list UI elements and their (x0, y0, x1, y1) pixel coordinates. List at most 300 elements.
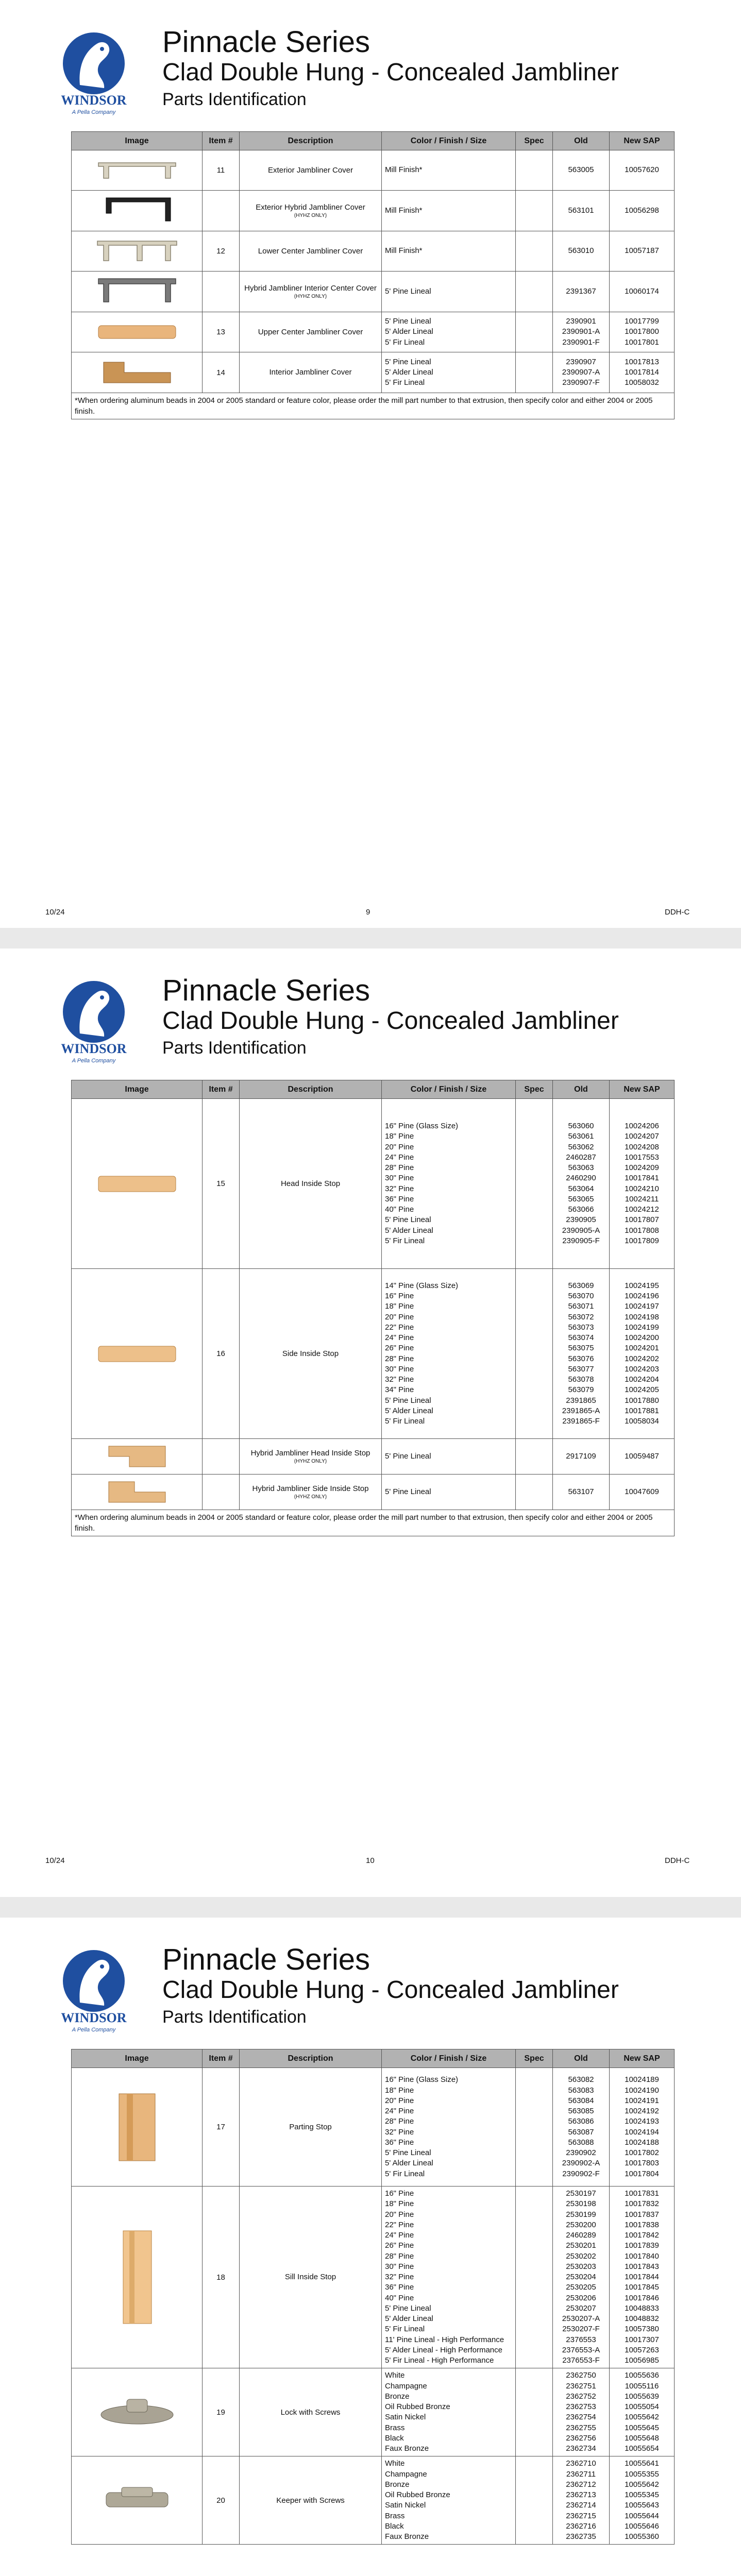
sap-number-line: 10024206 (625, 1122, 659, 1130)
column-header: Item # (203, 2049, 240, 2068)
old-part-number (553, 1475, 610, 1510)
color-line: 16" Pine (Glass Size) (385, 1122, 459, 1130)
old-number-line: 563063 (568, 1163, 594, 1172)
old-number-line: 2391865 (566, 1396, 596, 1405)
color-line: 11' Pine Lineal - High Performance (385, 2335, 504, 2344)
sap-number-line: 10017840 (625, 2251, 659, 2261)
table-row (72, 2368, 675, 2456)
column-header: Image (72, 2049, 203, 2068)
color-line: 18" Pine (385, 2086, 414, 2095)
color-line: 5' Alder Lineal (385, 2159, 433, 2168)
new-sap-number (610, 191, 675, 231)
old-number-line: 563061 (568, 1132, 594, 1141)
sap-number-line: 10024204 (625, 1375, 659, 1384)
sap-number-line: 10055355 (625, 2469, 659, 2479)
color-line: 5' Pine Lineal (385, 1487, 431, 1496)
column-header: New SAP (610, 132, 675, 150)
sap-number-line: 10024203 (625, 1364, 659, 1374)
sap-number-line: 10017880 (625, 1396, 659, 1405)
new-sap-number (610, 231, 675, 272)
old-part-number (553, 272, 610, 312)
footer-date: 10/24 (45, 1856, 65, 1865)
description-text: Hybrid Jambliner Interior Center Cover (244, 283, 377, 293)
table-row (72, 2068, 675, 2187)
sap-number-line: 10057380 (625, 2325, 659, 2334)
sap-number-line: 10024205 (625, 1385, 659, 1395)
color-finish-size (382, 1269, 516, 1439)
color-line: 5' Alder Lineal (385, 1226, 433, 1235)
sap-number-line: 10017803 (625, 2159, 659, 2168)
color-line: 36" Pine (385, 2283, 414, 2292)
sap-number-line: 10024192 (625, 2107, 659, 2115)
sap-number-line: 10055643 (625, 2501, 659, 2510)
color-line: 24" Pine (385, 2107, 414, 2115)
color-line: 40" Pine (385, 1205, 414, 1214)
part-image (72, 2456, 203, 2545)
sap-number-line: 10056298 (625, 206, 659, 215)
old-part-number (553, 1099, 610, 1269)
part-image (72, 1099, 203, 1269)
item-number (203, 1439, 240, 1475)
item-number (203, 191, 240, 231)
column-header: Image (72, 1080, 203, 1099)
old-number-line: 2530202 (566, 2251, 596, 2261)
old-number-line: 563082 (568, 2075, 594, 2084)
old-number-line: 563084 (568, 2096, 594, 2105)
product-title: Clad Double Hung - Concealed Jambliner (162, 1976, 619, 2004)
color-line: 28" Pine (385, 1163, 414, 1172)
column-header: Spec (516, 1080, 553, 1099)
color-line: 20" Pine (385, 2096, 414, 2105)
sap-number-line: 10058034 (625, 1417, 659, 1426)
old-number-line: 563072 (568, 1312, 594, 1321)
old-number-line: 2390907-F (562, 378, 600, 387)
old-number-line: 563073 (568, 1323, 594, 1332)
color-line: 5' Fir Lineal (385, 1236, 425, 1245)
sap-number-line: 10055645 (625, 2423, 659, 2432)
sap-number-line: 10059487 (625, 1451, 659, 1461)
table-header-row (72, 1080, 675, 1099)
old-part-number (553, 2068, 610, 2187)
color-line: 18" Pine (385, 1302, 414, 1311)
item-number: 16 (203, 1269, 240, 1439)
sap-number-line: 10017832 (625, 2199, 659, 2209)
sap-number-line: 10055054 (625, 2402, 659, 2411)
old-number-line: 563074 (568, 1333, 594, 1342)
item-number: 18 (203, 2187, 240, 2368)
color-line: 20" Pine (385, 1312, 414, 1321)
table-row (72, 2187, 675, 2368)
windsor-logo (52, 28, 137, 117)
sap-number-line: 10017307 (625, 2335, 659, 2344)
color-line: 22" Pine (385, 2220, 414, 2229)
sap-number-line: 10055648 (625, 2433, 659, 2443)
color-line: 5' Alder Lineal (385, 2314, 433, 2323)
color-line: 20" Pine (385, 2210, 414, 2219)
section-title: Parts Identification (162, 2007, 307, 2027)
old-number-line: 563065 (568, 1194, 594, 1204)
catalog-page (0, 948, 741, 1876)
color-line: 5' Pine Lineal (385, 1215, 431, 1225)
old-number-line: 563010 (568, 246, 594, 256)
sap-number-line: 10024194 (625, 2127, 659, 2137)
sap-number-line: 10055642 (625, 2480, 659, 2489)
item-number: 15 (203, 1099, 240, 1269)
svg-text:WINDSOR: WINDSOR (61, 93, 127, 108)
windsor-logo (52, 1946, 137, 2035)
old-number-line: 2530207 (566, 2303, 596, 2313)
color-line: 26" Pine (385, 2241, 414, 2250)
color-finish-size (382, 191, 516, 231)
footer-code: DDH-C (665, 1856, 690, 1865)
sap-number-line: 10017800 (625, 327, 659, 336)
color-line: 30" Pine (385, 1364, 414, 1374)
color-finish-size (382, 1439, 516, 1475)
sap-number-line: 10024195 (625, 1281, 659, 1290)
sap-number-line: 10017844 (625, 2273, 659, 2281)
table-row (72, 1269, 675, 1439)
color-line: 22" Pine (385, 1323, 414, 1332)
color-line: 30" Pine (385, 2262, 414, 2271)
sap-number-line: 10057620 (625, 165, 659, 175)
spec (516, 231, 553, 272)
new-sap-number (610, 272, 675, 312)
sap-number-line: 10060174 (625, 286, 659, 296)
spec (516, 1475, 553, 1510)
item-number (203, 272, 240, 312)
color-finish-size (382, 272, 516, 312)
column-header: Image (72, 132, 203, 150)
old-number-line: 563077 (568, 1364, 594, 1374)
sap-number-line: 10057187 (625, 246, 659, 256)
color-line: 28" Pine (385, 2251, 414, 2261)
sap-number-line: 10017841 (625, 1174, 659, 1183)
part-description (240, 272, 382, 312)
old-number-line: 2530207-A (562, 2314, 600, 2323)
new-sap-number (610, 1475, 675, 1510)
old-number-line: 563060 (568, 1122, 594, 1130)
product-title: Clad Double Hung - Concealed Jambliner (162, 1007, 619, 1035)
color-line: 16" Pine (385, 1292, 414, 1300)
color-line: Mill Finish* (385, 165, 423, 175)
part-description (240, 1099, 382, 1269)
sap-number-line: 10017802 (625, 2148, 659, 2157)
color-finish-size (382, 150, 516, 191)
sap-number-line: 10055360 (625, 2532, 659, 2541)
old-number-line: 2362753 (566, 2402, 596, 2411)
spec (516, 1269, 553, 1439)
color-line: Brass (385, 2423, 405, 2432)
old-number-line: 2362752 (566, 2392, 596, 2401)
old-number-line: 2362735 (566, 2532, 596, 2541)
color-finish-size (382, 2187, 516, 2368)
part-image (72, 150, 203, 191)
svg-text:WINDSOR: WINDSOR (61, 1041, 127, 1056)
color-line: 5' Fir Lineal (385, 378, 425, 387)
table-row (72, 352, 675, 393)
part-description (240, 231, 382, 272)
color-line: 18" Pine (385, 1132, 414, 1141)
color-line: Black (385, 2521, 404, 2531)
color-finish-size (382, 2456, 516, 2545)
color-line: Satin Nickel (385, 2501, 426, 2510)
color-line: 5' Alder Lineal - High Performance (385, 2345, 502, 2354)
sap-number-line: 10024198 (625, 1312, 659, 1321)
color-line: 32" Pine (385, 2273, 414, 2281)
column-header: Spec (516, 132, 553, 150)
item-number: 13 (203, 312, 240, 352)
note-row (72, 1510, 675, 1536)
new-sap-number (610, 352, 675, 393)
old-number-line: 563070 (568, 1292, 594, 1300)
description-note: (HYHZ ONLY) (294, 1494, 327, 1500)
description-note: (HYHZ ONLY) (294, 213, 327, 219)
old-number-line: 2391367 (566, 286, 596, 296)
svg-text:A Pella Company: A Pella Company (72, 1058, 116, 1064)
new-sap-number (610, 1439, 675, 1475)
table-row (72, 150, 675, 191)
new-sap-number (610, 2456, 675, 2545)
color-line: White (385, 2459, 405, 2468)
sap-number-line: 10057263 (625, 2345, 659, 2354)
color-line: Mill Finish* (385, 246, 423, 256)
svg-text:A Pella Company: A Pella Company (72, 109, 116, 115)
color-line: Brass (385, 2511, 405, 2520)
sap-number-line: 10017881 (625, 1406, 659, 1415)
description-text: Head Inside Stop (280, 1179, 341, 1188)
color-line: Champagne (385, 2469, 427, 2479)
part-image (72, 191, 203, 231)
sap-number-line: 10017838 (625, 2220, 659, 2229)
table-row (72, 1475, 675, 1510)
windsor-logo (52, 977, 137, 1065)
old-number-line: 2530205 (566, 2283, 596, 2292)
footer-date: 10/24 (45, 908, 65, 917)
description-text: Hybrid Jambliner Side Inside Stop (252, 1484, 369, 1493)
item-number: 19 (203, 2368, 240, 2456)
spec (516, 2187, 553, 2368)
old-number-line: 2390901-F (562, 337, 600, 347)
old-number-line: 2530201 (566, 2241, 596, 2250)
part-image (72, 1269, 203, 1439)
spec (516, 352, 553, 393)
color-line: 5' Fir Lineal - High Performance (385, 2356, 494, 2365)
old-number-line: 2530204 (566, 2273, 596, 2281)
sap-number-line: 10048832 (625, 2314, 659, 2323)
color-line: 5' Pine Lineal (385, 2303, 431, 2313)
old-number-line: 2530200 (566, 2220, 596, 2229)
old-number-line: 2390907 (566, 357, 596, 366)
series-title: Pinnacle Series (162, 1943, 370, 1976)
old-number-line: 2390902 (566, 2148, 596, 2157)
sap-number-line: 10017831 (625, 2189, 659, 2198)
part-image (72, 272, 203, 312)
svg-text:A Pella Company: A Pella Company (72, 2027, 116, 2033)
old-number-line: 2362711 (566, 2469, 596, 2479)
color-line: 36" Pine (385, 1194, 414, 1204)
table-row (72, 2456, 675, 2545)
color-line: Mill Finish* (385, 206, 423, 215)
description-text: Parting Stop (289, 2122, 332, 2131)
description-text: Upper Center Jambliner Cover (258, 327, 363, 336)
sap-number-line: 10024209 (625, 1163, 659, 1172)
page-gap (0, 1897, 741, 1918)
part-image (72, 312, 203, 352)
old-number-line: 2917109 (566, 1451, 596, 1461)
table-row (72, 191, 675, 231)
color-line: 36" Pine (385, 2138, 414, 2147)
old-part-number (553, 312, 610, 352)
old-number-line: 2391865-A (562, 1406, 600, 1415)
color-line: Oil Rubbed Bronze (385, 2490, 450, 2499)
section-title: Parts Identification (162, 1038, 307, 1058)
sap-number-line: 10017808 (625, 1226, 659, 1235)
old-number-line: 563071 (568, 1302, 594, 1311)
old-number-line: 2530203 (566, 2262, 596, 2271)
item-number: 14 (203, 352, 240, 393)
new-sap-number (610, 2187, 675, 2368)
column-header: Old (553, 2049, 610, 2068)
color-line: 32" Pine (385, 1184, 414, 1193)
description-text: Hybrid Jambliner Head Inside Stop (250, 1448, 370, 1458)
part-description (240, 2068, 382, 2187)
description-note: (HYHZ ONLY) (294, 294, 327, 300)
sap-number-line: 10017553 (625, 1153, 659, 1162)
color-line: 5' Pine Lineal (385, 1451, 431, 1461)
sap-number-line: 10024191 (625, 2096, 659, 2105)
sap-number-line: 10017801 (625, 337, 659, 347)
sap-number-line: 10024200 (625, 1333, 659, 1342)
old-number-line: 2390902-F (562, 2169, 600, 2178)
parts-table (71, 1080, 675, 1536)
spec (516, 2368, 553, 2456)
part-image (72, 2068, 203, 2187)
column-header: Old (553, 1080, 610, 1099)
old-part-number (553, 352, 610, 393)
old-number-line: 563085 (568, 2107, 594, 2115)
color-line: 34" Pine (385, 1385, 414, 1395)
old-number-line: 2362716 (566, 2521, 596, 2531)
color-line: 32" Pine (385, 2127, 414, 2137)
old-number-line: 2390902-A (562, 2159, 600, 2168)
color-line: 30" Pine (385, 1174, 414, 1183)
spec (516, 150, 553, 191)
old-number-line: 563076 (568, 1354, 594, 1363)
old-part-number (553, 1439, 610, 1475)
old-number-line: 563101 (568, 206, 594, 215)
note-row (72, 393, 675, 419)
spec (516, 1439, 553, 1475)
part-image (72, 1439, 203, 1475)
color-line: 5' Alder Lineal (385, 1406, 433, 1415)
part-description (240, 191, 382, 231)
new-sap-number (610, 1269, 675, 1439)
old-number-line: 563005 (568, 165, 594, 175)
old-number-line: 2530197 (566, 2189, 596, 2198)
page-number: 10 (366, 1856, 375, 1865)
sap-number-line: 10024189 (625, 2075, 659, 2084)
spec (516, 272, 553, 312)
sap-number-line: 10017804 (625, 2169, 659, 2178)
table-row (72, 231, 675, 272)
sap-number-line: 10048833 (625, 2303, 659, 2313)
color-line: 5' Fir Lineal (385, 337, 425, 347)
part-description (240, 150, 382, 191)
old-number-line: 563083 (568, 2086, 594, 2095)
part-image (72, 352, 203, 393)
table-row (72, 272, 675, 312)
page-number: 9 (366, 908, 370, 917)
description-text: Lock with Screws (280, 2408, 341, 2417)
color-finish-size (382, 2368, 516, 2456)
old-number-line: 2530207-F (562, 2325, 600, 2334)
color-finish-size (382, 312, 516, 352)
item-number: 11 (203, 150, 240, 191)
description-text: Keeper with Screws (276, 2496, 345, 2505)
new-sap-number (610, 1099, 675, 1269)
sap-number-line: 10055636 (625, 2371, 659, 2380)
old-part-number (553, 191, 610, 231)
color-line: 18" Pine (385, 2199, 414, 2209)
sap-number-line: 10024210 (625, 1184, 659, 1193)
color-line: 26" Pine (385, 1344, 414, 1353)
sap-number-line: 10024207 (625, 1132, 659, 1141)
parts-table (71, 131, 675, 419)
color-line: 5' Fir Lineal (385, 2169, 425, 2178)
product-title: Clad Double Hung - Concealed Jambliner (162, 59, 619, 86)
table-row (72, 1099, 675, 1269)
item-number: 12 (203, 231, 240, 272)
catalog-page (0, 0, 741, 928)
aluminum-bead-note: *When ordering aluminum beads in 2004 or 2005 standard or feature color, please order the mill part number to that extrusion, then specify color and either 2004 or 2005 finish. (72, 393, 675, 419)
sap-number-line: 10024193 (625, 2117, 659, 2126)
parts-table (71, 2049, 675, 2545)
color-finish-size (382, 2068, 516, 2187)
column-header: Color / Finish / Size (382, 132, 516, 150)
old-number-line: 2390905-F (562, 1236, 600, 1245)
old-number-line: 2362712 (566, 2480, 596, 2489)
old-number-line: 2390905 (566, 1215, 596, 1225)
sap-number-line: 10024199 (625, 1323, 659, 1332)
sap-number-line: 10024196 (625, 1292, 659, 1300)
old-part-number (553, 1269, 610, 1439)
old-number-line: 2390905-A (562, 1226, 600, 1235)
spec (516, 2456, 553, 2545)
column-header: New SAP (610, 2049, 675, 2068)
spec (516, 191, 553, 231)
sap-number-line: 10055654 (625, 2444, 659, 2453)
old-number-line: 2376553 (566, 2335, 596, 2344)
sap-number-line: 10017839 (625, 2241, 659, 2250)
color-line: Oil Rubbed Bronze (385, 2402, 450, 2411)
sap-number-line: 10024197 (625, 1302, 659, 1311)
sap-number-line: 10055116 (625, 2381, 659, 2391)
color-line: 40" Pine (385, 2293, 414, 2302)
new-sap-number (610, 312, 675, 352)
old-number-line: 2530199 (566, 2210, 596, 2219)
color-line: 14" Pine (Glass Size) (385, 1281, 459, 1290)
description-text: Sill Inside Stop (284, 2273, 336, 2282)
part-image (72, 2187, 203, 2368)
sap-number-line: 10017807 (625, 1215, 659, 1225)
aluminum-bead-note: *When ordering aluminum beads in 2004 or 2005 standard or feature color, please order the mill part number to that extrusion, then specify color and either 2004 or 2005 finish. (72, 1510, 675, 1536)
sap-number-line: 10024202 (625, 1354, 659, 1363)
color-finish-size (382, 231, 516, 272)
sap-number-line: 10017843 (625, 2262, 659, 2271)
description-text: Exterior Jambliner Cover (267, 165, 353, 175)
table-row (72, 312, 675, 352)
old-number-line: 2362710 (566, 2459, 596, 2468)
